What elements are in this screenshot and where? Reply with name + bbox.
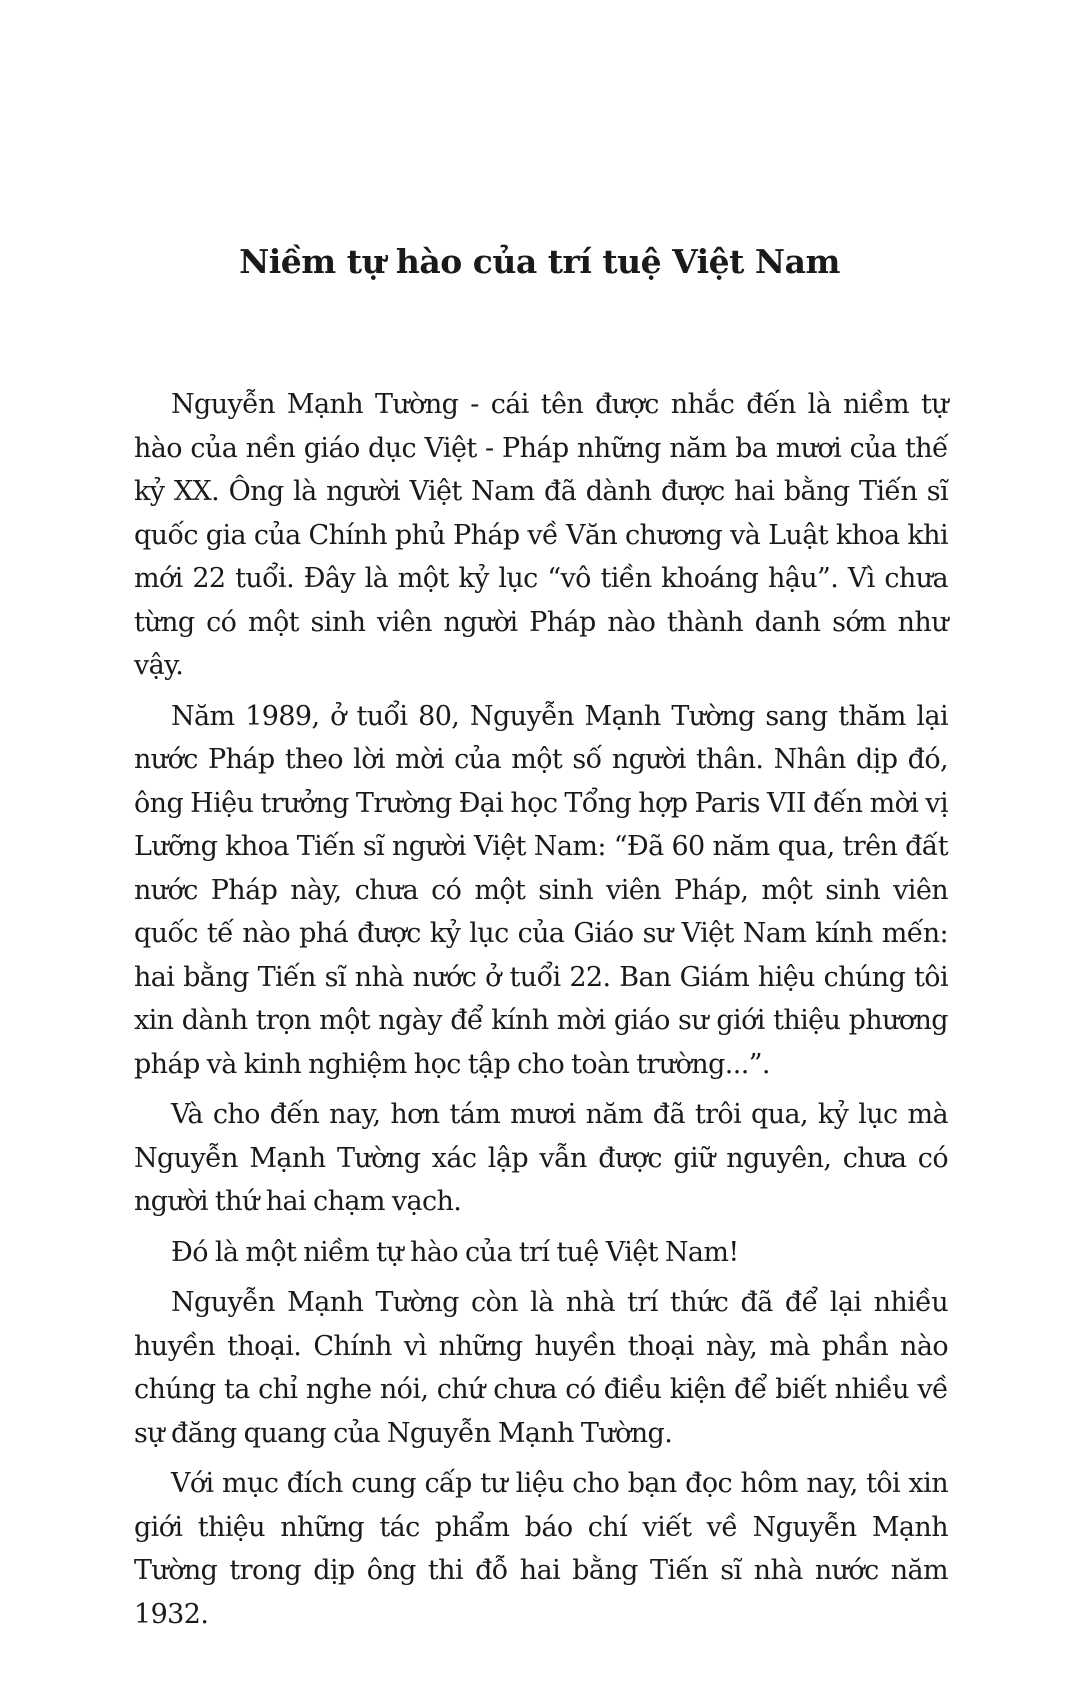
paragraph-1: Nguyễn Mạnh Tường - cái tên được nhắc đến là niềm tự hào của nền giáo dục Việt - Pháp những năm ba mươi của thế kỷ XX. Ông là người Việt Nam đã dành được hai bằng Tiến sĩ quốc gia của Chính phủ Pháp về Văn chương và Luật khoa khi mới 22 tuổi. Đây là một kỷ lục “vô tiền khoáng hậu”. Vì chưa từng có một sinh viên người Pháp nào thành danh sớm như vậy. bbox=[134, 389, 948, 681]
paragraph-4: Đó là một niềm tự hào của trí tuệ Việt Nam! bbox=[171, 1236, 739, 1268]
body-text bbox=[134, 383, 948, 1643]
paragraph-3: Và cho đến nay, hơn tám mươi năm đã trôi qua, kỷ lục mà Nguyễn Mạnh Tường xác lập vẫn được giữ nguyên, chưa có người thứ hai chạm vạch. bbox=[134, 1099, 948, 1217]
page-title: Niềm tự hào của trí tuệ Việt Nam bbox=[239, 242, 840, 281]
paragraph-6: Với mục đích cung cấp tư liệu cho bạn đọc hôm nay, tôi xin giới thiệu những tác phẩm báo chí viết về Nguyễn Mạnh Tường trong dịp ông thi đỗ hai bằng Tiến sĩ nhà nước năm 1932. bbox=[134, 1468, 948, 1630]
paragraph-2: Năm 1989, ở tuổi 80, Nguyễn Mạnh Tường sang thăm lại nước Pháp theo lời mời của một số người thân. Nhân dịp đó, ông Hiệu trưởng Trường Đại học Tổng hợp Paris VII đến mời vị Lưỡng khoa Tiến sĩ người Việt Nam: “Đã 60 năm qua, trên đất nước Pháp này, chưa có một sinh viên Pháp, một sinh viên quốc tế nào phá được kỷ lục của Giáo sư Việt Nam kính mến: hai bằng Tiến sĩ nhà nước ở tuổi 22. Ban Giám hiệu chúng tôi xin dành trọn một ngày để kính mời giáo sư giới thiệu phương pháp và kinh nghiệm học tập cho toàn trường...”. bbox=[134, 700, 948, 1080]
paragraph-5: Nguyễn Mạnh Tường còn là nhà trí thức đã để lại nhiều huyền thoại. Chính vì những huyền thoại này, mà phần nào chúng ta chỉ nghe nói, chứ chưa có điều kiện để biết nhiều về sự đăng quang của Nguyễn Mạnh Tường. bbox=[134, 1287, 948, 1449]
